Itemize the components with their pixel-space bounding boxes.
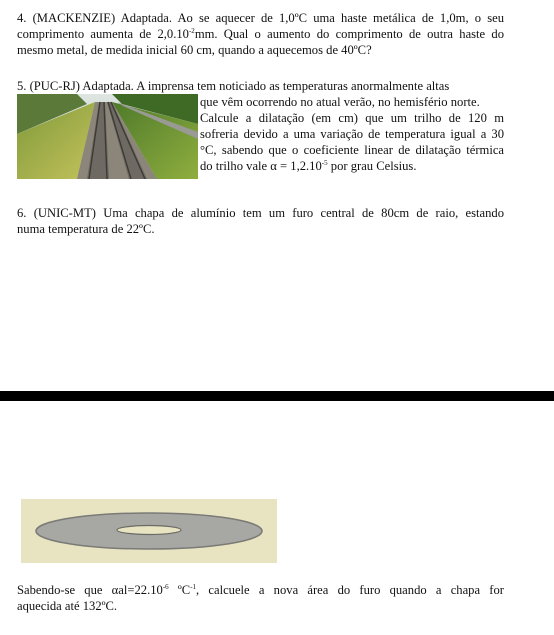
question-6-line-3 (17, 582, 504, 598)
question-5-line-6 (200, 158, 504, 174)
question-6-continuation (17, 582, 504, 614)
question-6-line-1: 6. (UNIC-MT) Uma chapa de alumínio tem um furo central de 80cm de raio, estando (17, 206, 504, 220)
question-4-text: comprimento aumenta de 2,0.10 (17, 27, 189, 41)
railway-track-photo (17, 94, 198, 179)
exponent: -6 (162, 583, 169, 591)
aluminum-disc-with-hole (21, 499, 277, 563)
exponent: -2 (188, 27, 195, 35)
question-6-text: , calcuele a nova área do furo quando a chapa for (196, 583, 504, 597)
question-5-line-2: que vêm ocorrendo no atual verão, no hemisfério norte. (200, 95, 480, 109)
railway-track-image (17, 94, 198, 179)
question-5-text: do trilho vale α = 1,2.10 (200, 159, 322, 173)
aluminum-plate-figure (21, 499, 277, 563)
question-5-header: 5. (PUC-RJ) Adaptada. A imprensa tem noticiado as temperaturas anormalmente altas (17, 79, 450, 93)
question-5-text: por grau Celsius. (327, 159, 417, 173)
question-5-line-4: sofreria devido a uma variação de temperatura igual a 30 (200, 127, 504, 141)
question-5-line-3: Calcule a dilatação (em cm) que um trilho de 120 m (200, 111, 504, 125)
question-6-line-4: aquecida até 132ºC. (17, 599, 118, 613)
question-6-text: ºC (168, 583, 191, 597)
question-4 (17, 10, 504, 58)
question-5-body (200, 94, 504, 174)
question-4-text: mm. Qual o aumento do comprimento de outra haste do (194, 27, 505, 41)
question-5-line-5: °C, sabendo que o coeficiente linear de dilatação térmica (200, 143, 504, 157)
exponent: -5 (321, 159, 328, 167)
question-4-line-3: mesmo metal, de medida inicial 60 cm, quando a aquecemos de 40ºC? (17, 43, 372, 57)
question-6-text: Sabendo-se que αal=22.10 (17, 583, 163, 597)
question-4-line-1: 4. (MACKENZIE) Adaptada. Ao se aquecer de 1,0ºC uma haste metálica de 1,0m, o seu (17, 11, 504, 25)
black-divider-bar (0, 391, 554, 401)
exponent: -1 (190, 583, 197, 591)
question-6-line-2: numa temperatura de 22ºC. (17, 222, 155, 236)
question-6 (17, 205, 504, 237)
question-4-line-2 (17, 26, 504, 42)
